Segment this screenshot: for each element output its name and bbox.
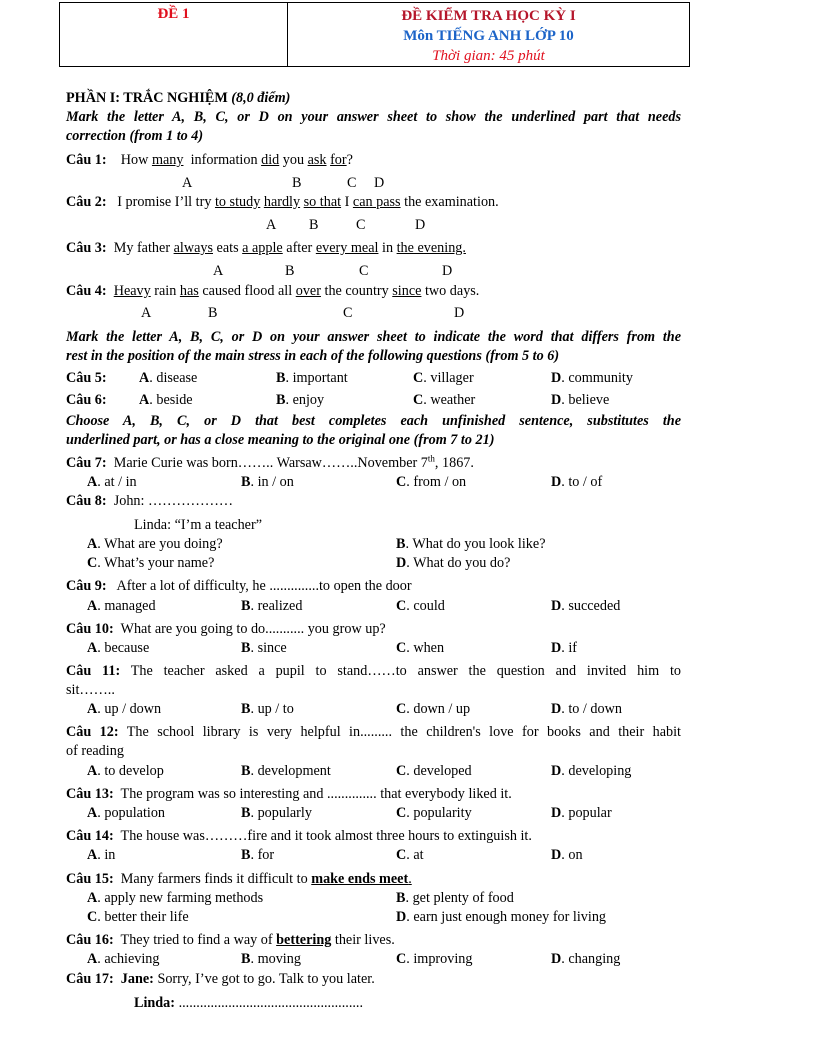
- q6-option-b: B. enjoy: [276, 392, 325, 408]
- question-4: Câu 4: Heavy rain has caused flood all over the country since two days.: [66, 283, 480, 299]
- part-heading: PHẦN I: TRẮC NGHIỆM (8,0 điểm): [66, 90, 291, 106]
- q14-option-a: A. in: [87, 847, 116, 863]
- instruction-2-line1: Mark the letter A, B, C, or D on your answer sheet to indicate the word that differs from the: [66, 329, 681, 345]
- q2-letter-a: A: [266, 217, 277, 233]
- q12-option-b: B. development: [241, 763, 331, 779]
- q4-letter-d: D: [454, 305, 465, 321]
- q4-letter-a: A: [141, 305, 152, 321]
- instruction-3-line2: underlined part, or has a close meaning to the original one (from 7 to 21): [66, 432, 495, 448]
- question-1: Câu 1: How many information did you ask for?: [66, 152, 353, 168]
- q6-option-c: C. weather: [413, 392, 476, 408]
- question-9: Câu 9: After a lot of difficulty, he ..............to open the door: [66, 578, 412, 594]
- q7-option-c: C. from / on: [396, 474, 467, 490]
- q16-option-b: B. moving: [241, 951, 301, 967]
- q10-option-b: B. since: [241, 640, 287, 656]
- q3-letter-d: D: [442, 263, 453, 279]
- exam-title: ĐỀ KIỂM TRA HỌC KỲ I: [401, 8, 576, 24]
- q2-letter-b: B: [309, 217, 319, 233]
- q12-option-a: A. to develop: [87, 763, 164, 779]
- q8-option-a: A. What are you doing?: [87, 536, 223, 552]
- question-6-label: Câu 6:: [66, 392, 107, 408]
- q14-option-d: D. on: [551, 847, 583, 863]
- q6-option-a: A. beside: [139, 392, 193, 408]
- q9-option-b: B. realized: [241, 598, 303, 614]
- instruction-1-line2: correction (from 1 to 4): [66, 128, 204, 144]
- q1-letter-b: B: [292, 175, 302, 191]
- question-5-label: Câu 5:: [66, 370, 107, 386]
- q2-letter-c: C: [356, 217, 366, 233]
- q16-option-a: A. achieving: [87, 951, 160, 967]
- q15-option-d: D. earn just enough money for living: [396, 909, 607, 925]
- question-17: Câu 17: Jane: Sorry, I’ve got to go. Talk to you later.: [66, 971, 375, 987]
- question-11-line2: sit……..: [66, 682, 115, 698]
- q15-option-c: C. better their life: [87, 909, 189, 925]
- exam-header-box: [59, 2, 690, 67]
- q9-option-a: A. managed: [87, 598, 156, 614]
- question-17-reply: Linda: ....................................................: [134, 995, 363, 1011]
- q7-option-d: D. to / of: [551, 474, 603, 490]
- q11-option-b: B. up / to: [241, 701, 294, 717]
- q6-option-d: D. believe: [551, 392, 610, 408]
- instruction-2-line2: rest in the position of the main stress in each of the following questions (from 5 to 6): [66, 348, 560, 364]
- q14-option-c: C. at: [396, 847, 424, 863]
- q7-option-b: B. in / on: [241, 474, 294, 490]
- q9-option-c: C. could: [396, 598, 445, 614]
- q3-letter-a: A: [213, 263, 224, 279]
- q1-letter-a: A: [182, 175, 193, 191]
- q16-option-d: D. changing: [551, 951, 621, 967]
- q10-option-a: A. because: [87, 640, 150, 656]
- q8-option-d: D. What do you do?: [396, 555, 511, 571]
- q15-option-b: B. get plenty of food: [396, 890, 514, 906]
- q11-option-c: C. down / up: [396, 701, 471, 717]
- exam-title-block: [288, 6, 689, 66]
- q15-option-a: A. apply new farming methods: [87, 890, 264, 906]
- q16-option-c: C. improving: [396, 951, 473, 967]
- q12-option-c: C. developed: [396, 763, 472, 779]
- q4-letter-b: B: [208, 305, 218, 321]
- question-8-line2: Linda: “I’m a teacher”: [134, 517, 262, 533]
- q12-option-d: D. developing: [551, 763, 632, 779]
- q8-option-b: B. What do you look like?: [396, 536, 546, 552]
- q14-option-b: B. for: [241, 847, 275, 863]
- question-10: Câu 10: What are you going to do........... you grow up?: [66, 621, 386, 637]
- question-11: Câu 11: The teacher asked a pupil to stand……to answer the question and invited him to: [66, 663, 682, 679]
- exam-subject: Môn TIẾNG ANH LỚP 10: [403, 28, 574, 44]
- question-15: Câu 15: Many farmers finds it difficult to make ends meet.: [66, 871, 412, 887]
- question-12: Câu 12: The school library is very helpful in......... the children's love for books and their habit: [66, 724, 681, 740]
- exam-code: ĐỀ 1: [157, 6, 190, 22]
- q13-option-d: D. popular: [551, 805, 612, 821]
- q13-option-a: A. population: [87, 805, 166, 821]
- question-8: Câu 8: John: ………………: [66, 493, 234, 509]
- q8-option-c: C. What’s your name?: [87, 555, 215, 571]
- q3-letter-b: B: [285, 263, 295, 279]
- q13-option-c: C. popularity: [396, 805, 472, 821]
- q4-letter-c: C: [343, 305, 353, 321]
- instruction-1-line1: Mark the letter A, B, C, or D on your answer sheet to show the underlined part that needs: [66, 109, 681, 125]
- question-13: Câu 13: The program was so interesting and .............. that everybody liked it.: [66, 786, 512, 802]
- question-16: Câu 16: They tried to find a way of bettering their lives.: [66, 932, 395, 948]
- q11-option-a: A. up / down: [87, 701, 162, 717]
- question-2: Câu 2: I promise I’ll try to study hardly so that I can pass the examination.: [66, 194, 499, 210]
- q7-option-a: A. at / in: [87, 474, 137, 490]
- q10-option-c: C. when: [396, 640, 445, 656]
- q5-option-d: D. community: [551, 370, 633, 386]
- question-12-line2: of reading: [66, 743, 124, 759]
- instruction-3-line1: Choose A, B, C, or D that best completes each unfinished sentence, substitutes the: [66, 413, 681, 429]
- q13-option-b: B. popularly: [241, 805, 312, 821]
- q3-letter-c: C: [359, 263, 369, 279]
- q1-letter-c: C: [347, 175, 357, 191]
- question-3: Câu 3: My father always eats a apple after every meal in the evening.: [66, 240, 466, 256]
- q11-option-d: D. to / down: [551, 701, 622, 717]
- q10-option-d: D. if: [551, 640, 578, 656]
- question-7: Câu 7: Marie Curie was born…….. Warsaw……..November 7th, 1867.: [66, 453, 474, 471]
- q9-option-d: D. succeded: [551, 598, 621, 614]
- q5-option-b: B. important: [276, 370, 348, 386]
- q5-option-a: A. disease: [139, 370, 198, 386]
- q2-letter-d: D: [415, 217, 426, 233]
- question-14: Câu 14: The house was………fire and it took almost three hours to extinguish it.: [66, 828, 532, 844]
- exam-time: Thời gian: 45 phút: [432, 48, 545, 64]
- q5-option-c: C. villager: [413, 370, 474, 386]
- q1-letter-d: D: [374, 175, 385, 191]
